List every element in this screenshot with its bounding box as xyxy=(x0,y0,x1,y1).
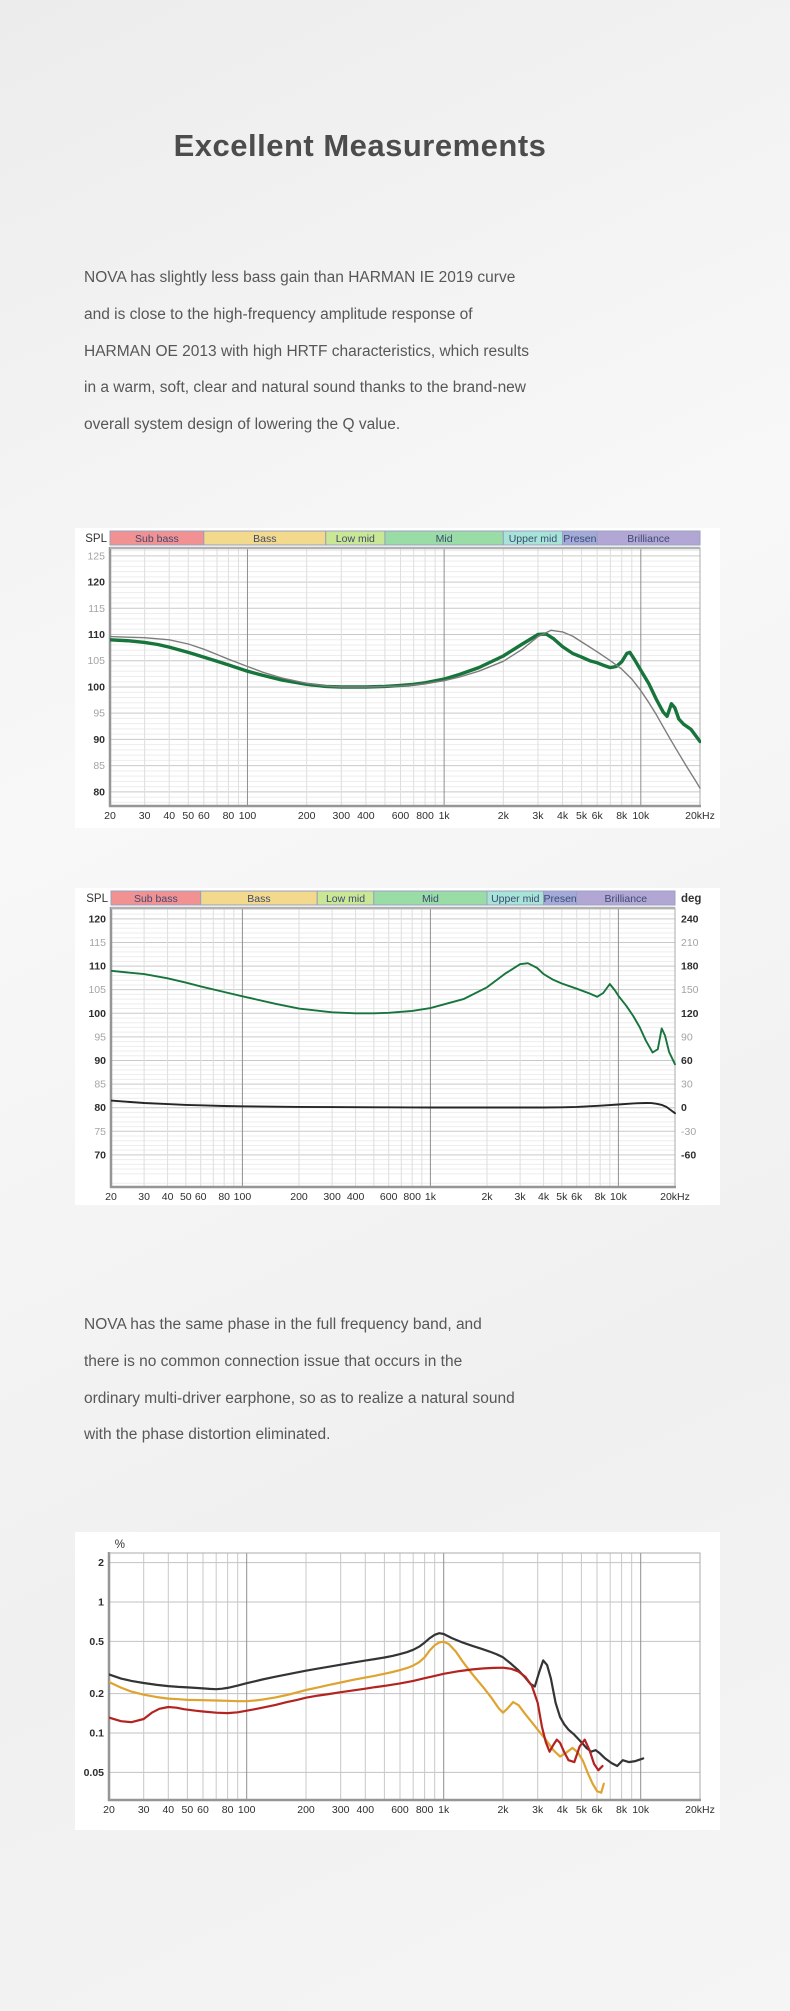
phase-chart-panel xyxy=(75,888,720,1205)
y-tick-label: 100 xyxy=(87,681,105,694)
x-tick-label: 3k xyxy=(514,1191,526,1203)
deg-tick-label: -60 xyxy=(681,1149,697,1162)
x-tick-label: 80 xyxy=(222,810,235,822)
x-tick-label: 3k xyxy=(532,810,544,822)
x-tick-label: 2k xyxy=(497,1804,509,1816)
y-tick-label: 95 xyxy=(93,707,105,720)
y-tick-label: 0.5 xyxy=(89,1635,104,1648)
x-tick-label: 800 xyxy=(403,1191,421,1203)
phase-paragraph xyxy=(84,1307,624,1454)
x-tick-label: 400 xyxy=(346,1191,365,1203)
y-tick-label: 105 xyxy=(88,984,106,997)
x-tick-label: 800 xyxy=(415,1804,434,1816)
x-axis-labels xyxy=(105,1191,690,1203)
x-tick-label: 60 xyxy=(197,1804,209,1816)
deg-tick-label: 180 xyxy=(681,960,699,973)
x-tick-label: 10k xyxy=(632,1804,650,1816)
y-tick-label: 0.2 xyxy=(89,1688,104,1701)
x-tick-label: 600 xyxy=(391,810,410,822)
x-tick-label: 80 xyxy=(221,1804,234,1816)
frequency-response-chart-panel xyxy=(75,528,720,828)
y-tick-label: 85 xyxy=(93,760,105,773)
axis-unit-label: % xyxy=(114,1539,125,1551)
band-label: Brilliance xyxy=(604,893,648,905)
axis-units xyxy=(85,533,107,545)
y-tick-label: 105 xyxy=(87,655,105,668)
y-tick-label: 115 xyxy=(89,936,106,949)
x-tick-label: 6k xyxy=(591,810,603,822)
y-axis-labels xyxy=(87,550,105,798)
x-tick-label: 6k xyxy=(591,1804,603,1816)
band-label: Presen xyxy=(563,533,597,545)
y-tick-label: 115 xyxy=(88,602,105,615)
x-tick-label: 300 xyxy=(323,1191,341,1203)
x-tick-label: 4k xyxy=(556,810,569,822)
y-tick-label: 75 xyxy=(94,1125,106,1138)
x-tick-label: 60 xyxy=(197,810,210,822)
deg-tick-label: 240 xyxy=(681,913,699,926)
x-tick-label: 20kHz xyxy=(685,810,715,822)
deg-tick-label: 150 xyxy=(681,984,699,997)
y-tick-label: 125 xyxy=(87,550,105,563)
grid xyxy=(111,908,675,1187)
x-tick-label: 20 xyxy=(105,1191,117,1203)
band-label: Bass xyxy=(247,893,271,905)
x-tick-label: 10k xyxy=(632,810,650,822)
y-tick-label: 95 xyxy=(94,1031,106,1044)
x-tick-label: 50 xyxy=(181,1804,194,1816)
y-tick-label: 120 xyxy=(88,913,106,926)
thd-chart-panel xyxy=(75,1532,720,1830)
band-label: Bass xyxy=(253,533,277,545)
x-tick-label: 1k xyxy=(424,1191,436,1203)
deg-tick-label: 90 xyxy=(681,1031,693,1044)
y-tick-label: 110 xyxy=(88,629,105,642)
x-tick-label: 200 xyxy=(297,1804,315,1816)
frequency-response-and-phase-chart xyxy=(75,888,720,1205)
x-tick-label: 400 xyxy=(357,810,375,822)
x-tick-label: 20 xyxy=(103,1804,115,1816)
x-tick-label: 2k xyxy=(497,810,509,822)
band-label: Low mid xyxy=(335,533,375,545)
x-tick-label: 200 xyxy=(297,810,316,822)
series xyxy=(111,963,675,1113)
x-tick-label: 4k xyxy=(538,1191,550,1203)
x-tick-label: 600 xyxy=(379,1191,398,1203)
band-label: Upper mid xyxy=(508,533,558,545)
orange-curve xyxy=(109,1642,604,1793)
x-tick-label: 5k xyxy=(556,1191,568,1203)
band-label: Mid xyxy=(435,533,453,545)
x-tick-label: 5k xyxy=(575,1804,587,1816)
x-tick-label: 80 xyxy=(218,1191,231,1203)
x-tick-label: 100 xyxy=(238,810,257,822)
band-label: Presen xyxy=(543,893,577,905)
x-tick-label: 600 xyxy=(391,1804,409,1816)
y-tick-label: 0.1 xyxy=(89,1727,104,1740)
y-tick-label: 0.05 xyxy=(83,1766,104,1779)
y-tick-label: 70 xyxy=(94,1149,106,1162)
x-tick-label: 40 xyxy=(163,810,176,822)
x-tick-label: 20 xyxy=(104,810,116,822)
x-tick-label: 100 xyxy=(237,1804,256,1816)
x-tick-label: 8k xyxy=(616,810,628,822)
x-tick-label: 4k xyxy=(556,1804,568,1816)
x-tick-label: 400 xyxy=(356,1804,375,1816)
y-tick-label: 110 xyxy=(89,960,106,973)
x-tick-label: 8k xyxy=(594,1191,606,1203)
band-label: Upper mid xyxy=(491,893,540,905)
y-tick-label: 90 xyxy=(94,1054,106,1067)
x-tick-label: 200 xyxy=(290,1191,308,1203)
paragraph-line: HARMAN OE 2013 with high HRTF characteristics, which results xyxy=(84,342,530,360)
right-axis-labels xyxy=(681,913,699,1161)
x-tick-label: 50 xyxy=(182,810,195,822)
x-tick-label: 40 xyxy=(162,1804,175,1816)
paragraph-line: overall system design of lowering the Q value. xyxy=(84,416,401,434)
x-tick-label: 8k xyxy=(616,1804,628,1816)
x-tick-label: 30 xyxy=(138,1191,150,1203)
x-tick-label: 300 xyxy=(331,1804,350,1816)
x-tick-label: 20kHz xyxy=(685,1804,715,1816)
y-tick-label: 120 xyxy=(87,576,105,589)
paragraph-line: NOVA has the same phase in the full frequency band, and xyxy=(84,1316,482,1333)
paragraph-line: with the phase distortion eliminated. xyxy=(84,1426,331,1444)
band-label: Mid xyxy=(421,893,439,905)
paragraph-line: there is no common connection issue that occurs in the xyxy=(84,1352,463,1370)
frequency-response-comparison-chart xyxy=(75,528,720,828)
y-axis-labels xyxy=(84,1557,105,1779)
series xyxy=(109,1633,643,1793)
y-tick-label: 90 xyxy=(93,733,105,746)
band-label: Sub bass xyxy=(133,893,178,905)
x-tick-label: 20kHz xyxy=(660,1191,690,1203)
x-tick-label: 6k xyxy=(571,1191,583,1203)
x-tick-label: 800 xyxy=(416,810,434,822)
x-tick-label: 100 xyxy=(233,1191,252,1203)
band-label: Low mid xyxy=(325,893,366,905)
page-title: Excellent Measurements xyxy=(173,128,547,163)
y-tick-label: 100 xyxy=(88,1007,106,1020)
deg-tick-label: 120 xyxy=(681,1007,699,1020)
deg-tick-label: 0 xyxy=(681,1102,687,1115)
axis-unit-label: SPL xyxy=(86,893,108,905)
x-tick-label: 30 xyxy=(138,810,151,822)
deg-tick-label: 30 xyxy=(681,1078,693,1091)
paragraph-line: ordinary multi-driver earphone, so as to realize a natural sound xyxy=(84,1389,515,1407)
intro-paragraph xyxy=(84,260,624,444)
x-tick-label: 40 xyxy=(161,1191,174,1203)
x-tick-label: 50 xyxy=(179,1191,192,1203)
y-tick-label: 80 xyxy=(94,1102,106,1115)
y-tick-label: 80 xyxy=(93,786,105,799)
x-tick-label: 1k xyxy=(438,1804,450,1816)
band-label: Sub bass xyxy=(135,533,179,545)
x-axis-labels xyxy=(103,1804,715,1816)
paragraph-line: NOVA has slightly less bass gain than HARMAN IE 2019 curve xyxy=(84,269,516,286)
paragraph-line: and is close to the high-frequency amplitude response of xyxy=(84,305,473,323)
y-axis-labels xyxy=(88,913,106,1161)
x-tick-label: 300 xyxy=(332,810,351,822)
deg-tick-label: 60 xyxy=(681,1054,693,1067)
y-tick-label: 85 xyxy=(94,1078,106,1091)
x-tick-label: 30 xyxy=(137,1804,150,1816)
paragraph-line: in a warm, soft, clear and natural sound thanks to the brand-new xyxy=(84,379,526,397)
thd-distortion-chart xyxy=(75,1532,720,1830)
x-tick-label: 1k xyxy=(438,810,450,822)
axis-unit-label: deg xyxy=(681,893,702,905)
series xyxy=(110,630,700,788)
x-tick-label: 10k xyxy=(609,1191,627,1203)
y-tick-label: 2 xyxy=(98,1557,104,1570)
deg-tick-label: 210 xyxy=(681,936,699,949)
band-header xyxy=(111,891,675,905)
x-tick-label: 2k xyxy=(481,1191,493,1203)
y-tick-label: 1 xyxy=(98,1596,104,1609)
axis-units xyxy=(115,1539,125,1551)
band-header xyxy=(110,531,700,545)
x-tick-label: 3k xyxy=(532,1804,544,1816)
x-tick-label: 60 xyxy=(194,1191,207,1203)
x-tick-label: 5k xyxy=(576,810,588,822)
grid xyxy=(110,548,700,806)
deg-tick-label: -30 xyxy=(681,1125,697,1138)
axis-unit-label: SPL xyxy=(85,533,107,545)
plot-frame xyxy=(109,547,701,807)
x-axis-labels xyxy=(104,810,715,822)
band-label: Brilliance xyxy=(627,533,670,545)
